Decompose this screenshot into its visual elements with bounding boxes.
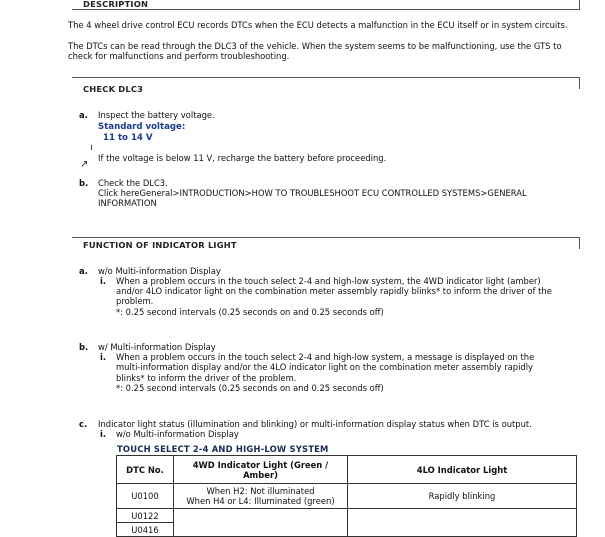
function-b-i-note: *: 0.25 second intervals (0.25 seconds on and 0.25 seconds off) bbox=[116, 383, 384, 393]
function-a-i-line2: and/or 4LO indicator light on the combination meter assembly rapidly blinks* to inform the driver of the bbox=[116, 286, 552, 296]
description-rule-side bbox=[579, 0, 580, 10]
check-dlc3-b-label: b. bbox=[79, 178, 89, 188]
row-dtc: U0416 bbox=[117, 523, 174, 537]
row-4lo-status: Rapidly blinking bbox=[348, 484, 577, 509]
function-a-label: a. bbox=[79, 266, 88, 276]
function-a-i-line1: When a problem occurs in the touch select 2-4 and high-low system, the 4WD indicator light (amber) bbox=[116, 276, 541, 286]
function-b-i-label: i. bbox=[100, 352, 107, 362]
dtc-table bbox=[116, 455, 577, 537]
row-4lo-status bbox=[348, 509, 577, 537]
header-4wd-indicator bbox=[174, 456, 348, 484]
function-rule-side bbox=[579, 237, 580, 249]
cursor-arrow-icon: ↗ bbox=[80, 159, 89, 170]
function-b-i-line2: multi-information display and/or the 4LO indicator light on the combination meter assembly rapidly bbox=[116, 362, 534, 372]
table-caption: TOUCH SELECT 2-4 AND HIGH-LOW SYSTEM bbox=[117, 444, 329, 454]
function-b-i-line1: When a problem occurs in the touch select 2-4 and high-low system, a message is displayed on the bbox=[116, 352, 535, 362]
row-4wd-status bbox=[174, 484, 348, 509]
row-4wd-status bbox=[174, 509, 348, 537]
table-row bbox=[117, 484, 577, 509]
header-4lo-indicator: 4LO Indicator Light bbox=[348, 456, 577, 484]
check-dlc3-a-label: a. bbox=[79, 110, 88, 120]
check-dlc3-rule-side bbox=[579, 77, 580, 89]
function-c-i-label: i. bbox=[100, 429, 107, 439]
table-header-row bbox=[117, 456, 577, 484]
standard-voltage-value: 11 to 14 V bbox=[103, 133, 153, 143]
row-dtc: U0100 bbox=[117, 484, 174, 509]
row-4wd-line2: When H4 or L4: Illuminated (green) bbox=[186, 496, 335, 506]
function-b-i-line3: blinks* to inform the driver of the problem. bbox=[116, 373, 297, 383]
voltage-note: If the voltage is below 11 V, recharge the battery before proceeding. bbox=[98, 153, 387, 163]
function-a-i-line3: problem. bbox=[116, 296, 154, 306]
function-c-i-text: w/o Multi-information Display bbox=[116, 429, 239, 439]
function-c-text: Indicator light status (illumination and blinking) or multi-information display status when DTC is output. bbox=[98, 419, 532, 429]
header-dtc-no: DTC No. bbox=[117, 456, 174, 484]
function-a-title: w/o Multi-information Display bbox=[98, 266, 221, 276]
function-c-label: c. bbox=[79, 419, 88, 429]
standard-voltage-label: Standard voltage: bbox=[98, 122, 186, 132]
function-rule bbox=[72, 237, 580, 238]
function-b-title: w/ Multi-information Display bbox=[98, 342, 216, 352]
tick-mark bbox=[91, 145, 92, 150]
header-4wd-line2: Amber) bbox=[243, 469, 278, 480]
function-a-i-label: i. bbox=[100, 276, 107, 286]
description-para1: The 4 wheel drive control ECU records DTCs when the ECU detects a malfunction in the ECU itself or in system circuits. bbox=[68, 20, 568, 30]
header-4wd-line1: 4WD Indicator Light (Green / bbox=[192, 459, 329, 470]
function-a-i-note: *: 0.25 second intervals (0.25 seconds on and 0.25 seconds off) bbox=[116, 307, 384, 317]
check-dlc3-rule bbox=[72, 77, 580, 78]
general-information-link[interactable]: Click hereGeneral>INTRODUCTION>HOW TO TROUBLESHOOT ECU CONTROLLED SYSTEMS>GENERAL bbox=[98, 188, 527, 198]
description-rule bbox=[72, 9, 580, 10]
check-dlc3-b-text: Check the DLC3. bbox=[98, 178, 168, 188]
description-para2: The DTCs can be read through the DLC3 of the vehicle. When the system seems to be malfunctioning, use the GTS to check for malfunctions and perform troubleshooting. bbox=[68, 41, 562, 62]
check-dlc3-heading: CHECK DLC3 bbox=[83, 84, 144, 94]
description-heading: DESCRIPTION bbox=[83, 0, 149, 9]
row-dtc: U0122 bbox=[117, 509, 174, 523]
row-4wd-line1: When H2: Not illuminated bbox=[206, 486, 315, 496]
function-heading: FUNCTION OF INDICATOR LIGHT bbox=[83, 240, 237, 250]
general-information-link-cont[interactable]: INFORMATION bbox=[98, 198, 157, 208]
check-dlc3-a-text: Inspect the battery voltage. bbox=[98, 110, 215, 120]
function-b-label: b. bbox=[79, 342, 89, 352]
table-row bbox=[117, 509, 577, 523]
